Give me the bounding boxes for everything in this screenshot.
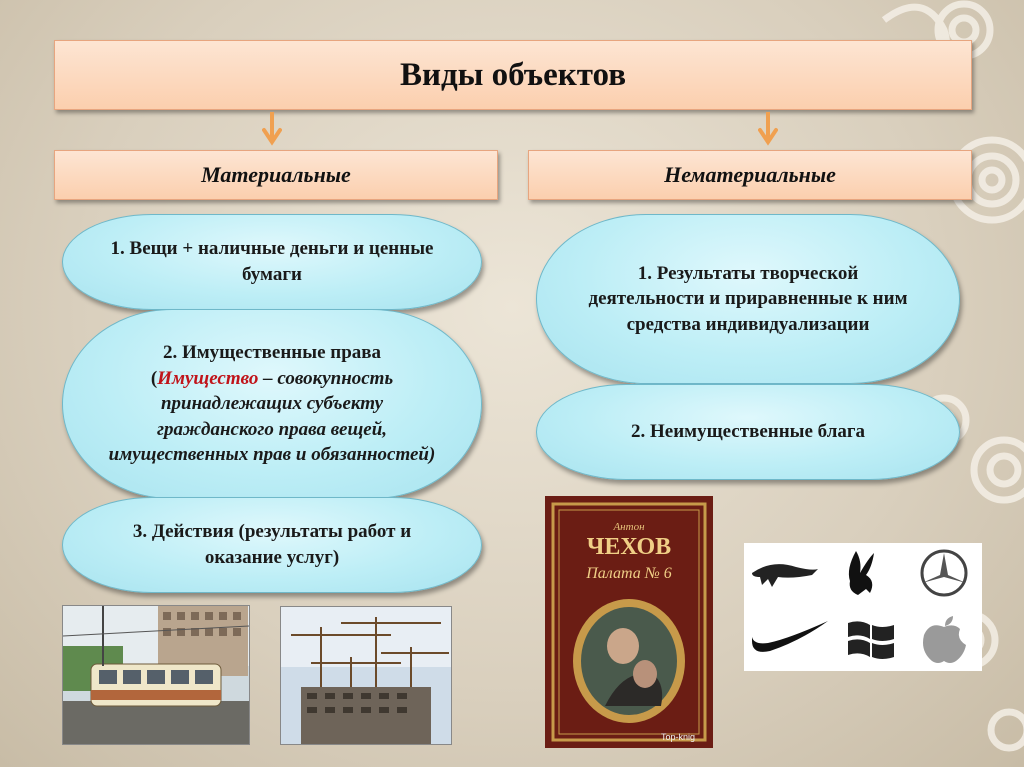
construction-photo <box>280 606 452 745</box>
brand-logos-panel <box>744 543 982 671</box>
swoosh-logo <box>752 621 828 652</box>
tram-photo <box>62 605 250 745</box>
arrow-down-left-icon <box>262 112 282 146</box>
property-rights-text <box>107 340 437 468</box>
mercedes-logo <box>922 551 966 595</box>
windows-logo <box>848 621 894 659</box>
nonmaterial-item-creative <box>536 214 960 384</box>
property-paren-open: ( <box>150 367 158 389</box>
chekhov-book-cover <box>545 496 713 748</box>
property-rights-title: 2. Имущественные права <box>162 341 382 363</box>
category-material: Материальные <box>54 150 498 200</box>
book-author: ЧЕХОВ <box>586 534 672 560</box>
nonmaterial-item-benefits-text: 2. Неимущественные блага <box>631 421 865 443</box>
property-term: Имущество <box>157 367 259 389</box>
material-item-things <box>62 214 482 310</box>
book-author-small: Антон <box>613 521 645 533</box>
main-title: Виды объектов <box>54 40 972 110</box>
property-definition: – совокупность принадлежащих субъекту гражданского права вещей, имущественных прав и обязанностей) <box>108 367 436 466</box>
crocodile-logo <box>752 564 818 587</box>
nonmaterial-item-creative-text: 1. Результаты творческой деятельности и приравненные к ним средства индивидуализации <box>588 262 908 335</box>
apple-logo <box>923 616 966 663</box>
book-title: Палата № 6 <box>586 565 672 582</box>
book-watermark: Top-knig <box>660 732 695 742</box>
arrow-down-right-icon <box>758 112 778 146</box>
nonmaterial-item-benefits <box>536 384 960 480</box>
material-item-property-rights <box>62 309 482 499</box>
category-nonmaterial: Нематериальные <box>528 150 972 200</box>
material-item-things-text: 1. Вещи + наличные деньги и ценные бумаги <box>110 238 434 285</box>
bunny-logo <box>849 551 874 595</box>
material-item-actions-text: 3. Действия (результаты работ и оказание услуг) <box>132 521 412 568</box>
material-item-actions <box>62 497 482 593</box>
